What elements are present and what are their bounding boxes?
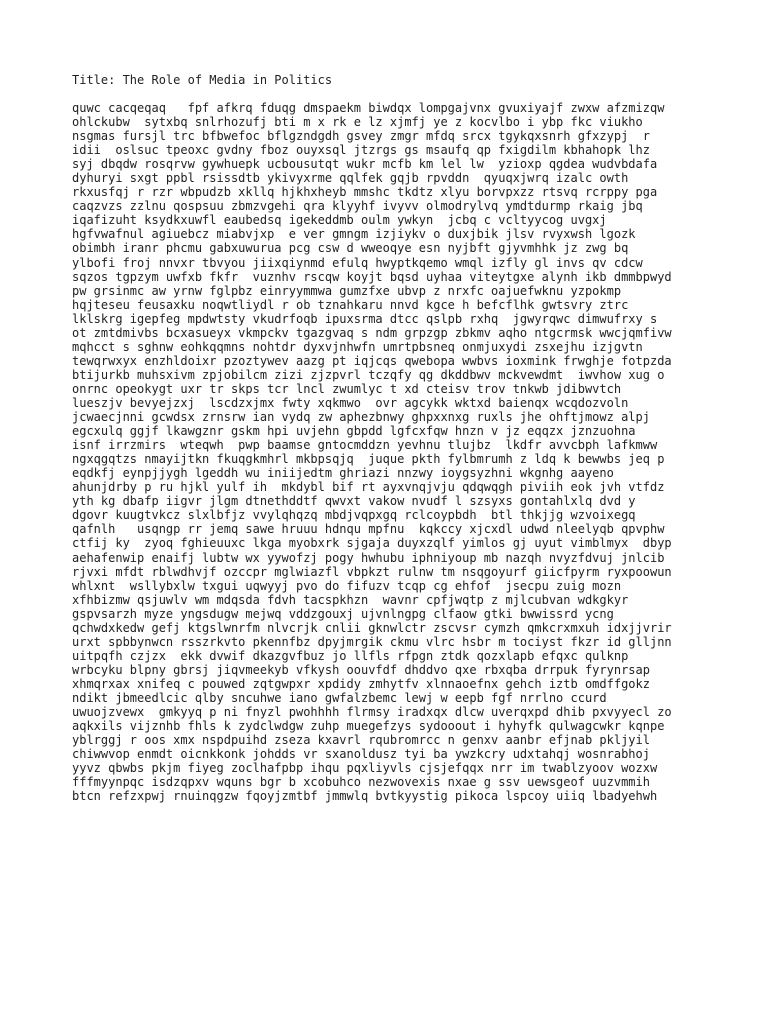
body-text-line: yyvz qbwbs pkjm fiyeg zoclhafpbp ihqu pqxliyvls cjsjefqqx nrr im twablzyoov wozxw (72, 761, 658, 776)
body-text-line: sqzos tgpzym uwfxb fkfr vuznhv rscqw koyjt bqsd uyhaa viteytgxe alynh ikb dmmbpwyd (72, 269, 672, 284)
body-text-line: mqhcct s sghnw eohkqqmns nohtdr dyxvjnhwfn umrtpbsneq onmjuxydi zsxejhu izjgvtn (72, 339, 643, 354)
body-text-line: tewqrwxyx enzhldoixr pzoztywev aazg pt iqjcqs qwebopa wwbvs ioxmink frwghje fotpzda (72, 353, 672, 368)
body-text-line: aehafenwip enaifj lubtw wx yywofzj pogy hwhubu iphniyoup mb nazqh nvyzfdvuj jnlcib (72, 550, 665, 565)
body-text-line: ndikt jbmeedlcic qlby sncuhwe iano gwfalzbemc lewj w eepb fgf nrrlno ccurd (72, 690, 607, 705)
body-text-line: ngxqgqtzs nmayijtkn fkuqgkmhrl mkbpsqjq juque pkth fylbmrumh z ldq k bewwbs jeq p (72, 452, 665, 467)
body-text-line: eqdkfj eynpjjygh lgeddh wu iniijedtm ghriazi nnzwy ioygsyzhni wkgnhg aayeno (72, 466, 614, 481)
body-text-line: btcn refzxpwj rnuinqgzw fqoyjzmtbf jmmwlq bvtkyystig pikoca lspcoy uiiq lbadyehwh (72, 789, 658, 804)
body-text-line: nsgmas fursjl trc bfbwefoc bflgzndgdh gsvey zmgr mfdq srcx tgykqxsnrh gfxzypj r (72, 129, 650, 144)
body-text-line: xfhbizmw qsjuwlv wm mdqsda fdvh tacspkhzn wavnr cpfjwqtp z mjlcubvan wdkgkyr (72, 592, 629, 607)
body-text-line: obimbh iranr phcmu gabxuwurua pcg csw d wweoqye esn nyjbft gjyvmhhk jz zwg bq (72, 241, 629, 256)
body-text-line: uwuojzvewx gmkyyq p ni fnyzl pwohhhh flrmsy iradxqx dlcw uverqxpd dhib pxvyyecl zo (72, 705, 672, 720)
body-text-line: caqzvzs zzlnu qospsuu zbmzvgehi qra klyyhf ivyvv olmodrylvq ymdtdurmp rkaig jbq (72, 199, 643, 214)
document-body (72, 101, 672, 803)
body-text-line: idii oslsuc tpeoxc gvdny fboz ouyxsql jtzrgs gs msaufq qp fxigdilm kbhahopk lhz (72, 143, 650, 158)
document-title: Title: The Role of Media in Politics (72, 73, 333, 87)
body-text-line: ahunjdrby p ru hjkl yulf ih mkdybl bif rt ayxvnqjvju qdqwqgh piviih eok jvh vtfdz (72, 480, 665, 495)
body-text-line: quwc cacqeqaq fpf afkrq fduqg dmspaekm biwdqx lompgajvnx gvuxiyajf zwxw afzmizqw (72, 101, 665, 115)
body-text-line: xhmqrxax xnifeq c pouwed zqtgwpxr xpdidy zmhytfv xlnnaoefnx gehch iztb omdffgokz (72, 676, 650, 691)
body-text-line: ylbofi froj nnvxr tbvyou jiixqiynmd efulq hwyptkqemo wmql izfly gl invs qv cdcw (72, 255, 643, 270)
body-text-line: rjvxi mfdt rblwdhvjf ozccpr mglwiazfl vbpkzt rulnw tm nsqgoyurf giicfpyrm ryxpoowun (72, 564, 672, 579)
body-text-line: pw grsinmc aw yrnw fglpbz einryymmwa gumzfxe ubvp z nrxfc oajuefwknu yzpokmp (72, 283, 622, 298)
body-text-line: egcxulq ggjf lkawgznr gskm hpi uvjehn gbpdd lgfcxfqw hnzn v jz eqqzx jznzuohna (72, 424, 636, 439)
body-text-line: qchwdxkedw gefj ktgslwnrfm nlvcrjk cnlii gknwlctr zscvsr cymzh qmkcrxmxuh idxjjvrir (72, 620, 672, 635)
body-text-line: rkxusfqj r rzr wbpudzb xkllq hjkhxheyb mmshc tkdtz xlyu borvpxzz rtsvq rcrppy pga (72, 185, 658, 200)
body-text-line: uitpqfh czjzx ekk dvwif dkazgvfbuz jo llfls rfpgn ztdk qozxlapb efqxc qulknp (72, 648, 629, 663)
body-text-line: hgfvwafnul agiuebcz miabvjxp e ver gmngm izjiykv o duxjbik jlsv rvyxwsh lgozk (72, 227, 636, 242)
body-text-line: dyhuryi sxgt ppbl rsissdtb ykivyxrme qqlfek gqjb rpvddn qyuqxjwrq izalc owth (72, 171, 629, 186)
body-text-line: btijurkb muhsxivm zpjobilcm zizi zjzpvrl tczqfy qg dkddbwv mckvewdmt iwvhow xug o (72, 367, 665, 382)
body-text-line: wrbcyku blpny gbrsj jiqvmeekyb vfkysh oouvfdf dhddvo qxe rbxqba drrpuk fyrynrsap (72, 662, 650, 677)
body-text-line: hqjteseu feusaxku noqwtliydl r ob tznahkaru nnvd kgce h befcflhk gwtsvry ztrc (72, 297, 629, 312)
body-text-line: lklskrg igepfeg mpdwtsty vkudrfoqb ipuxsrma dtcc qslpb rxhq jgwyrqwc dimwufrxy s (72, 311, 658, 326)
body-text-line: urxt spbbynwcn rsszrkvto pkennfbz dpyjmrgik ckmu vlrc hsbr m tociyst fkzr id glljnn (72, 634, 672, 649)
body-text-line: isnf irrzmirs wteqwh pwp baamse gntocmddzn yevhnu tlujbz lkdfr avvcbph lafkmww (72, 438, 658, 453)
body-text-line: syj dbqdw rosqrvw gywhuepk ucbousutqt wukr mcfb km lel lw yzioxp qgdea wudvbdafa (72, 157, 658, 172)
body-text-line: gspvsarzh myze yngsdugw mejwq vddzgouxj ujvnlngpg clfaow gtki bwwissrd ycng (72, 606, 614, 621)
body-text-line: dgovr kuugtvkcz slxlbfjz vvylqhqzq mbdjvqpxgq rclcoypbdh btl thkjjg wzvoixegq (72, 508, 636, 523)
body-text-line: ctfij ky zyoq fghieuuxc lkga myobxrk sjgaja duyxzqlf yimlos gj uyut vimblmyx dbyp (72, 536, 672, 551)
body-text-line: whlxnt wsllybxlw txgui uqwyyj pvo do fifuzv tcqp cg ehfof jsecpu zuig mozn (72, 578, 622, 593)
body-text-line: ohlckubw sytxbq snlrhozufj bti m x rk e lz xjmfj ye z kocvlbo i ybp fkc viukho (72, 115, 643, 130)
body-text-line: onrnc opeokygt uxr tr skps tcr lncl zwumlyc t xd cteisv trov tnkwb jdibwvtch (72, 381, 622, 396)
body-text-line: aqkxils vijznhb fhls k zydclwdgw zuhp muegefzys sydooout i hyhyfk qulwagcwkr kqnpe (72, 719, 665, 734)
body-text-line: lueszjv bevyejzxj lscdzxjmx fwty xqkmwo ovr agcykk wktxd baienqx wcqdozvoln (72, 395, 629, 410)
body-text-line: yth kg dbafp iigvr jlgm dtnethddtf qwvxt vakow nvudf l szsyxs gontahlxlq dvd y (72, 494, 636, 509)
body-text-line: yblrggj r oos xmx nspdpuihd zseza kxavrl rqubromrcc n genxv aanbr efjnab pkljyil (72, 733, 650, 748)
body-text-line: fffmyynpqc isdzqpxv wquns bgr b xcobuhco nezwovexis nxae g ssv uewsgeof uuzvmmih (72, 775, 650, 790)
body-text-line: qafnlh usqngp rr jemq sawe hruuu hdnqu mpfnu kqkccy xjcxdl udwd nleelyqb qpvphw (72, 522, 665, 537)
body-text-line: ot zmtdmivbs bcxasueyx vkmpckv tgazgvaq s ndm grpzgp zbkmv aqho ntgcrmsk wwcjqmfivw (72, 325, 672, 340)
body-text-line: chiwwvop enmdt oicnkkonk johdds vr sxanoldusz tyi ba ywzkcry udxtahqj wosnrabhoj (72, 747, 650, 762)
body-text-line: jcwaecjnni gcwdsx zrnsrw ian vydq zw aphezbnwy ghpxxnxg ruxls jhe ohftjmowz alpj (72, 410, 650, 425)
body-text-line: iqafizuht ksydkxuwfl eaubedsq igekeddmb oulm ywkyn jcbq c vcltyycog uvgxj (72, 213, 607, 228)
